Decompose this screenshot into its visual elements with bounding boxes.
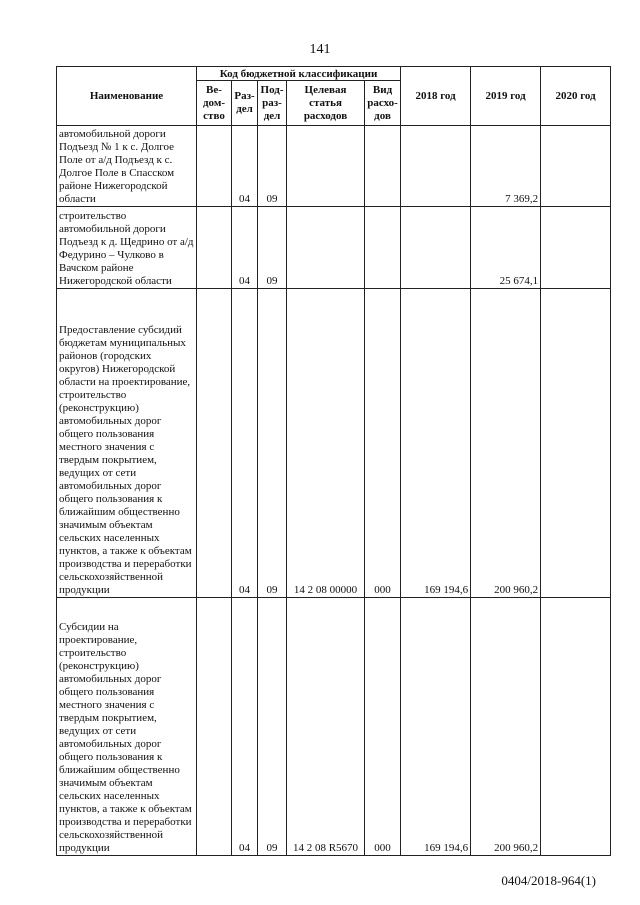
row-expense-type bbox=[365, 207, 401, 289]
row-2018 bbox=[401, 207, 471, 289]
row-2018: 169 194,6 bbox=[401, 598, 471, 856]
row-expense-type: 000 bbox=[365, 289, 401, 598]
page-number: 141 bbox=[309, 42, 331, 57]
row-target: 14 2 08 00000 bbox=[287, 289, 365, 598]
header-name: Наименование bbox=[57, 67, 197, 126]
row-expense-type bbox=[365, 126, 401, 207]
row-2019: 7 369,2 bbox=[471, 126, 541, 207]
row-2019: 25 674,1 bbox=[471, 207, 541, 289]
row-subsection: 09 bbox=[258, 289, 287, 598]
header-target: Целевая статья расходов bbox=[287, 81, 365, 126]
row-2020 bbox=[541, 289, 611, 598]
row-2020 bbox=[541, 207, 611, 289]
header-classification-group: Код бюджетной классификации bbox=[197, 67, 401, 81]
header-section: Раз- дел bbox=[232, 81, 258, 126]
row-2020 bbox=[541, 598, 611, 856]
row-department bbox=[197, 289, 232, 598]
row-target bbox=[287, 126, 365, 207]
header-row-top bbox=[57, 67, 611, 81]
row-department bbox=[197, 207, 232, 289]
header-subsection: Под- раз- дел bbox=[258, 81, 287, 126]
row-2018: 169 194,6 bbox=[401, 289, 471, 598]
table-row bbox=[57, 289, 611, 598]
row-target: 14 2 08 R5670 bbox=[287, 598, 365, 856]
row-section: 04 bbox=[232, 126, 258, 207]
row-subsection: 09 bbox=[258, 207, 287, 289]
header-department: Ве- дом- ство bbox=[197, 81, 232, 126]
header-2018: 2018 год bbox=[401, 67, 471, 126]
table-row bbox=[57, 598, 611, 856]
row-target bbox=[287, 207, 365, 289]
row-name: автомобильной дороги Подъезд № 1 к с. Долгое Поле от а/д Подъезд к с. Долгое Поле в Спасском районе Нижегородской области bbox=[57, 126, 197, 207]
table-row bbox=[57, 207, 611, 289]
row-name: Предоставление субсидий бюджетам муниципальных районов (городских округов) Нижегородской области на проектирование, строительство (реконструкцию) автомобильных дорог общего пользования местного значения с твердым покрытием, ведущих от сети автомобильных дорог общего пользования к ближайшим общественно значимым объектам сельских населенных пунктов, а также к объектам производства и переработки сельскохозяйственной продукции bbox=[57, 289, 197, 598]
row-subsection: 09 bbox=[258, 126, 287, 207]
row-department bbox=[197, 126, 232, 207]
row-name: Субсидии на проектирование, строительство (реконструкцию) автомобильных дорог общего пользования местного значения с твердым покрытием, ведущих от сети автомобильных дорог общего пользования к ближайшим общественно значимым объектам сельских населенных пунктов, а также к объектам производства и переработки сельскохозяйственной продукции bbox=[57, 598, 197, 856]
row-section: 04 bbox=[232, 598, 258, 856]
header-2020: 2020 год bbox=[541, 67, 611, 126]
header-expense-type: Вид расхо- дов bbox=[365, 81, 401, 126]
row-2019: 200 960,2 bbox=[471, 289, 541, 598]
row-department bbox=[197, 598, 232, 856]
row-expense-type: 000 bbox=[365, 598, 401, 856]
row-section: 04 bbox=[232, 289, 258, 598]
budget-table bbox=[56, 66, 611, 856]
header-2019: 2019 год bbox=[471, 67, 541, 126]
row-subsection: 09 bbox=[258, 598, 287, 856]
row-section: 04 bbox=[232, 207, 258, 289]
document-code: 0404/2018-964(1) bbox=[501, 873, 596, 888]
row-2019: 200 960,2 bbox=[471, 598, 541, 856]
row-2020 bbox=[541, 126, 611, 207]
row-2018 bbox=[401, 126, 471, 207]
table-row bbox=[57, 126, 611, 207]
row-name: строительство автомобильной дороги Подъезд к д. Щедрино от а/д Федурино – Чулково в Вачском районе Нижегородской области bbox=[57, 207, 197, 289]
